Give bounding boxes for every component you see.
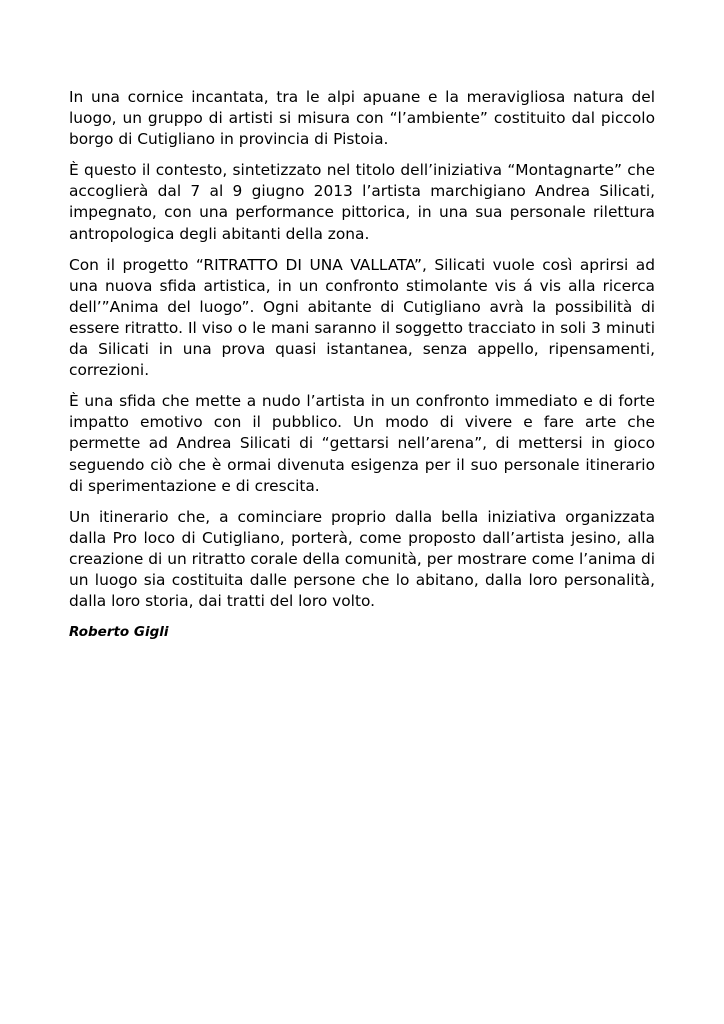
paragraph-3: Con il progetto “RITRATTO DI UNA VALLATA”, Silicati vuole così aprirsi ad una nuova sfida artistica, in un confronto stimolante vis á vis alla ricerca dell’”Anima del luogo”. Ogni abitante di Cutigliano avrà la possibilità di essere ritratto. Il viso o le mani saranno il soggetto tracciato in soli 3 minuti da Silicati in una prova quasi istantanea, senza appello, ripensamenti, correzioni. <box>69 255 655 380</box>
paragraph-2: È questo il contesto, sintetizzato nel titolo dell’iniziativa “Montagnarte” che accoglierà dal 7 al 9 giugno 2013 l’artista marchigiano Andrea Silicati, impegnato, con una performance pittorica, in una sua personale rilettura antropologica degli abitanti della zona. <box>69 161 655 243</box>
paragraph-5: Un itinerario che, a cominciare proprio dalla bella iniziativa organizzata dalla Pro loco di Cutigliano, porterà, come proposto dall’artista jesino, alla creazione di un ritratto corale della comunità, per mostrare come l’anima di un luogo sia costituita dalle persone che lo abitano, dalla loro personalità, dalla loro storia, dai tratti del loro volto. <box>69 507 655 611</box>
paragraph-4: È una sfida che mette a nudo l’artista in un confronto immediato e di forte impatto emotivo con il pubblico. Un modo di vivere e fare arte che permette ad Andrea Silicati di “gettarsi nell’arena”, di mettersi in gioco seguendo ciò che è ormai divenuta esigenza per il suo personale itinerario di sperimentazione e di crescita. <box>69 392 655 495</box>
paragraph-1: In una cornice incantata, tra le alpi apuane e la meravigliosa natura del luogo, un gruppo di artisti si misura con “l’ambiente” costituito dal piccolo borgo di Cutigliano in provincia di Pistoia. <box>69 88 655 149</box>
document-page <box>69 87 655 642</box>
author-signature: Roberto Gigli <box>69 624 169 641</box>
